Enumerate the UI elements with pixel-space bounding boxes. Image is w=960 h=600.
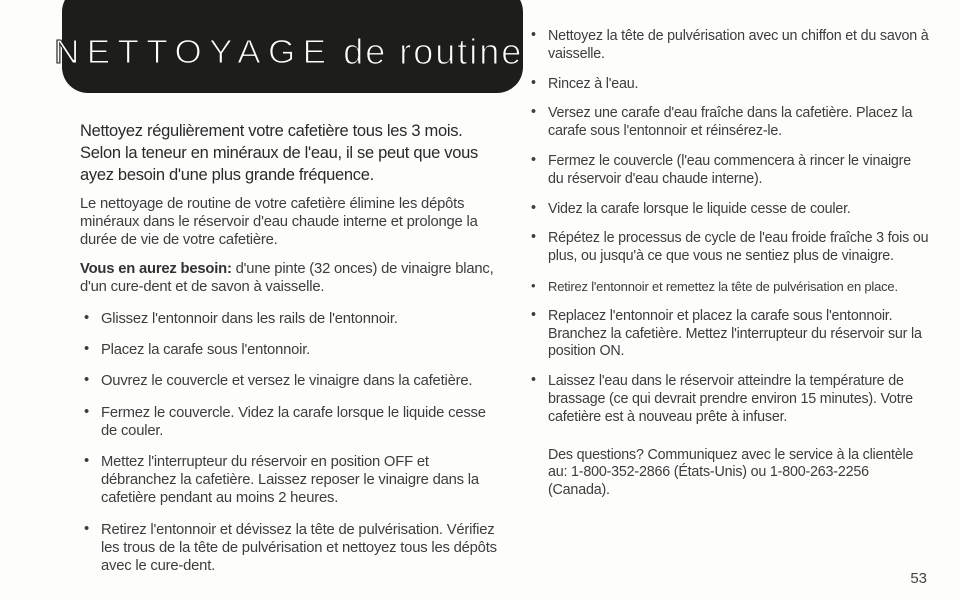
instruction-bullet xyxy=(80,310,502,328)
bullet-dot: • xyxy=(84,403,89,420)
instruction-bullet xyxy=(80,372,502,390)
bullet-dot: • xyxy=(531,151,536,168)
supplies-paragraph xyxy=(80,260,502,296)
bullet-dot: • xyxy=(84,372,89,389)
contact-note: Des questions? Communiquez avec le service à la clientèle au: 1-800-352-2866 (États-Unis) ou 1-800-263-2256 (Canada). xyxy=(548,446,914,499)
instruction-text: Ouvrez le couvercle et versez le vinaigre dans la cafetière. xyxy=(101,373,473,390)
section-title-sub: de routine xyxy=(343,30,524,72)
intro-paragraph: Le nettoyage de routine de votre cafetière élimine les dépôts minéraux dans le réservoir d'eau chaude interne et prolonge la durée de vie de votre cafetière. xyxy=(80,196,478,249)
supplies-label: Vous en aurez besoin: xyxy=(80,260,236,277)
instruction-text: Versez une carafe d'eau fraîche dans la cafetière. Placez la carafe sous l'entonnoir et réinsérez-le. xyxy=(548,105,913,140)
instruction-bullet xyxy=(527,28,929,64)
instruction-bullet xyxy=(80,521,502,576)
bullet-dot: • xyxy=(531,372,536,389)
lead-paragraph: Nettoyez régulièrement votre cafetière tous les 3 mois. Selon la teneur en minéraux de l'eau, il se peut que vous ayez besoin d'une plus grande fréquence. xyxy=(80,122,478,184)
instruction-text: Placez la carafe sous l'entonnoir. xyxy=(101,342,311,359)
bullet-dot: • xyxy=(531,229,536,246)
instruction-bullet xyxy=(527,278,929,296)
bullet-dot: • xyxy=(531,306,536,323)
bullet-dot: • xyxy=(531,27,536,43)
instruction-text: Nettoyez la tête de pulvérisation avec un chiffon et du savon à vaisselle. xyxy=(548,28,929,62)
instruction-text: Replacez l'entonnoir et placez la carafe sous l'entonnoir. Branchez la cafetière. Mettez l'interrupteur du réservoir sur la position ON. xyxy=(548,307,922,360)
instruction-text: Videz la carafe lorsque le liquide cesse de couler. xyxy=(548,200,851,217)
section-title-main: NETTOYAGE xyxy=(53,32,334,70)
instruction-bullet xyxy=(527,105,929,141)
supplies-text: d'une pinte (32 onces) de vinaigre blanc, d'un cure-dent et de savon à vaisselle. xyxy=(80,260,494,295)
instruction-text: Mettez l'interrupteur du réservoir en position OFF et débranchez la cafetière. Laissez reposer le vinaigre dans la cafetière pendant au moins 2 heures. xyxy=(101,454,479,507)
left-column xyxy=(80,120,502,588)
section-header-badge xyxy=(53,0,524,93)
instruction-bullet xyxy=(527,76,929,94)
instruction-bullet xyxy=(527,308,929,361)
bullet-dot: • xyxy=(84,520,89,537)
instruction-text: Laissez l'eau dans le réservoir atteindre la température de brassage (ce qui devrait prendre environ 15 minutes). Votre cafetière est à nouveau prête à infuser. xyxy=(548,373,913,425)
page-number: 53 xyxy=(910,570,927,587)
instruction-text: Répétez le processus de cycle de l'eau froide fraîche 3 fois ou plus, ou jusqu'à ce que vous ne sentiez plus de vinaigre. xyxy=(548,230,929,265)
instruction-text: Rincez à l'eau. xyxy=(548,75,639,92)
bullet-dot: • xyxy=(84,453,89,470)
bullet-dot: • xyxy=(84,310,89,327)
instruction-text: Fermez le couvercle (l'eau commencera à rincer le vinaigre du réservoir d'eau chaude interne). xyxy=(548,152,911,187)
instruction-bullet xyxy=(80,341,502,359)
instruction-bullet xyxy=(80,453,502,508)
instruction-bullet xyxy=(527,201,929,219)
bullet-dot: • xyxy=(531,199,536,216)
left-bullet-list xyxy=(80,310,502,575)
right-bullet-list xyxy=(527,28,929,427)
instruction-bullet xyxy=(527,230,929,266)
instruction-bullet xyxy=(527,373,929,426)
bullet-dot: • xyxy=(531,74,536,91)
bullet-dot: • xyxy=(531,104,536,121)
instruction-text: Glissez l'entonnoir dans les rails de l'entonnoir. xyxy=(101,311,398,328)
instruction-text: Fermez le couvercle. Videz la carafe lorsque le liquide cesse de couler. xyxy=(101,404,486,439)
bullet-dot: • xyxy=(531,277,536,293)
instruction-bullet xyxy=(527,153,929,189)
instruction-bullet xyxy=(80,404,502,440)
instruction-text: Retirez l'entonnoir et dévissez la tête de pulvérisation. Vérifiez les trous de la tête de pulvérisation et nettoyez tous les dépôts avec le cure-dent. xyxy=(101,521,497,575)
right-column xyxy=(527,28,929,500)
instruction-text: Retirez l'entonnoir et remettez la tête de pulvérisation en place. xyxy=(548,278,898,294)
bullet-dot: • xyxy=(84,341,89,358)
